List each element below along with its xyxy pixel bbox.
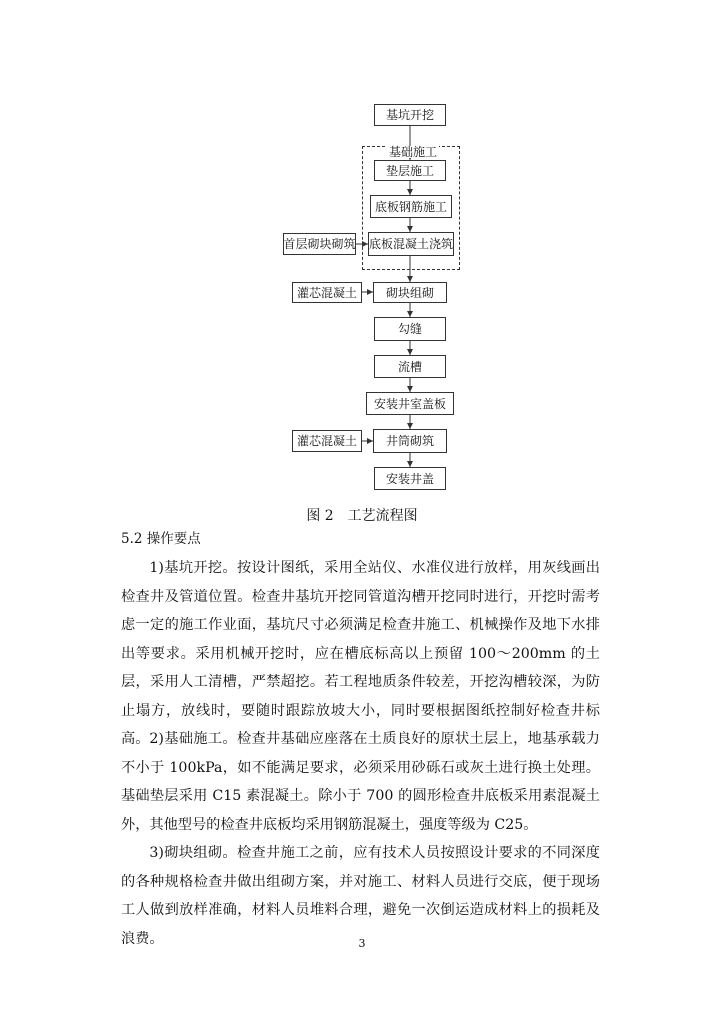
paragraph-block-masonry: 3)砌块组砌。检查井施工之前，应有技术人员按照设计要求的不同深度的各种规格检查井做出组砌方案，并对施工、材料人员进行交底，便于现场工人做到放样准确，材料人员堆料合理，避免一次倒运造成材料上的损耗及浪费。 — [121, 845, 600, 947]
section-heading: 5.2 操作要点 — [121, 531, 201, 547]
flow-step-slab-concrete: 底板混凝土浇筑 — [368, 232, 454, 256]
flow-step-manhole-cover: 安装井盖 — [374, 467, 446, 490]
flow-step-excavation: 基坑开挖 — [374, 104, 446, 126]
flow-side-first-layer: 首层砌块砌筑 — [283, 233, 356, 255]
foundation-group-label: 基础施工 — [389, 145, 438, 159]
flow-step-pointing: 勾缝 — [374, 317, 446, 341]
flow-step-cushion: 垫层施工 — [374, 160, 446, 181]
flow-step-cover-slab: 安装井室盖板 — [366, 392, 454, 415]
figure-caption — [0, 505, 724, 525]
paragraph-foundation: 2)基础施工。检查井基础应座落在土质良好的原状土层上，地基承载力不小于 100kPa，如不能满足要求，必须采用砂砾石或灰土进行换土处理。基础垫层采用 C15 素混凝土。除小于 700 的圆形检查井底板采用素混凝土外，其他型号的检查井底板均采用钢筋混凝土，强度等级为 C25。 — [121, 731, 600, 833]
figure-caption-number: 图 2 — [306, 508, 334, 524]
flow-step-slab-rebar: 底板钢筋施工 — [370, 195, 452, 218]
flow-step-shaft-masonry: 井筒砌筑 — [373, 429, 447, 453]
flow-step-block-masonry: 砌块组砌 — [373, 282, 447, 303]
page-number: 3 — [358, 937, 366, 950]
paragraph-excavation: 1)基坑开挖。按设计图纸，采用全站仪、水准仪进行放样，用灰线画出检查井及管道位置。检查井基坑开挖同管道沟槽开挖同时进行，开挖时需考虑一定的施工作业面，基坑尺寸必须满足检查井施工、机械操作及地下水排出等要求。采用机械开挖时，应在槽底标高以上预留 100～200mm 的土层，采用人工清槽，严禁超挖。若工程地质条件较差，开挖沟槽较深，为防止塌方，放线时，要随时跟踪放坡大小，同时要根据图纸控制好检查井标高。 — [121, 560, 600, 747]
flow-side-grout-1: 灌芯混凝土 — [292, 282, 362, 303]
flow-side-grout-2: 灌芯混凝土 — [292, 430, 362, 452]
figure-caption-text: 工艺流程图 — [347, 508, 418, 524]
flow-step-channel: 流槽 — [374, 355, 446, 378]
